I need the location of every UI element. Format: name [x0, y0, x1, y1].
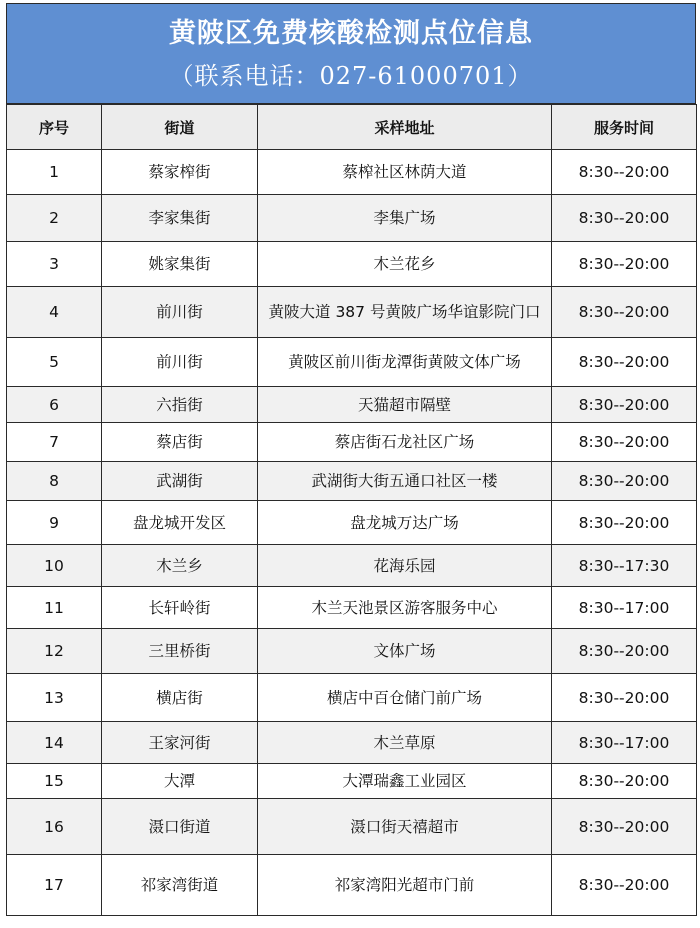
col-header-number: 序号 — [7, 105, 102, 150]
cell-street: 木兰乡 — [102, 545, 258, 587]
cell-address: 祁家湾阳光超市门前 — [258, 855, 552, 916]
cell-number: 4 — [7, 287, 102, 338]
cell-address: 黄陂大道 387 号黄陂广场华谊影院门口 — [258, 287, 552, 338]
contact-phone: （联系电话：027-61000701） — [169, 61, 533, 90]
table-row — [7, 462, 697, 501]
cell-street: 盘龙城开发区 — [102, 501, 258, 545]
table-body — [7, 150, 697, 916]
table-header-row — [7, 105, 697, 150]
cell-number: 12 — [7, 629, 102, 674]
cell-hours: 8:30--20:00 — [552, 799, 697, 855]
col-header-address: 采样地址 — [258, 105, 552, 150]
cell-hours: 8:30--20:00 — [552, 629, 697, 674]
cell-address: 蔡榨社区林荫大道 — [258, 150, 552, 195]
cell-number: 2 — [7, 195, 102, 242]
table-row — [7, 150, 697, 195]
cell-street: 三里桥街 — [102, 629, 258, 674]
cell-number: 13 — [7, 674, 102, 722]
table-row — [7, 545, 697, 587]
cell-address: 文体广场 — [258, 629, 552, 674]
cell-address: 李集广场 — [258, 195, 552, 242]
table-row — [7, 629, 697, 674]
table-row — [7, 423, 697, 462]
cell-street: 六指街 — [102, 387, 258, 423]
cell-number: 10 — [7, 545, 102, 587]
table-row — [7, 501, 697, 545]
cell-street: 长轩岭街 — [102, 587, 258, 629]
table-row — [7, 242, 697, 287]
table-row — [7, 722, 697, 764]
cell-street: 大潭 — [102, 764, 258, 799]
table-row — [7, 387, 697, 423]
cell-hours: 8:30--17:30 — [552, 545, 697, 587]
cell-hours: 8:30--20:00 — [552, 150, 697, 195]
table-row — [7, 799, 697, 855]
cell-street: 滠口街道 — [102, 799, 258, 855]
cell-number: 3 — [7, 242, 102, 287]
cell-hours: 8:30--17:00 — [552, 722, 697, 764]
cell-hours: 8:30--20:00 — [552, 855, 697, 916]
cell-address: 蔡店街石龙社区广场 — [258, 423, 552, 462]
testing-sites-table — [6, 104, 697, 916]
cell-number: 17 — [7, 855, 102, 916]
cell-street: 横店街 — [102, 674, 258, 722]
table-row — [7, 338, 697, 387]
cell-hours: 8:30--20:00 — [552, 764, 697, 799]
cell-hours: 8:30--20:00 — [552, 423, 697, 462]
cell-street: 前川街 — [102, 338, 258, 387]
table-row — [7, 195, 697, 242]
cell-address: 盘龙城万达广场 — [258, 501, 552, 545]
cell-hours: 8:30--20:00 — [552, 674, 697, 722]
cell-street: 蔡店街 — [102, 423, 258, 462]
cell-street: 前川街 — [102, 287, 258, 338]
cell-address: 木兰草原 — [258, 722, 552, 764]
table-row — [7, 764, 697, 799]
col-header-street: 街道 — [102, 105, 258, 150]
cell-number: 16 — [7, 799, 102, 855]
cell-hours: 8:30--20:00 — [552, 242, 697, 287]
cell-address: 大潭瑞鑫工业园区 — [258, 764, 552, 799]
cell-street: 姚家集街 — [102, 242, 258, 287]
cell-number: 9 — [7, 501, 102, 545]
cell-number: 15 — [7, 764, 102, 799]
page-title: 黄陂区免费核酸检测点位信息 — [169, 17, 533, 49]
cell-number: 5 — [7, 338, 102, 387]
cell-street: 李家集街 — [102, 195, 258, 242]
cell-number: 14 — [7, 722, 102, 764]
cell-street: 武湖街 — [102, 462, 258, 501]
cell-hours: 8:30--17:00 — [552, 587, 697, 629]
cell-hours: 8:30--20:00 — [552, 195, 697, 242]
cell-address: 黄陂区前川街龙潭街黄陂文体广场 — [258, 338, 552, 387]
cell-hours: 8:30--20:00 — [552, 287, 697, 338]
table-row — [7, 287, 697, 338]
cell-number: 11 — [7, 587, 102, 629]
cell-address: 天猫超市隔壁 — [258, 387, 552, 423]
table-row — [7, 587, 697, 629]
cell-hours: 8:30--20:00 — [552, 338, 697, 387]
cell-number: 1 — [7, 150, 102, 195]
cell-address: 横店中百仓储门前广场 — [258, 674, 552, 722]
cell-street: 蔡家榨街 — [102, 150, 258, 195]
table-row — [7, 674, 697, 722]
cell-address: 花海乐园 — [258, 545, 552, 587]
cell-number: 7 — [7, 423, 102, 462]
cell-number: 6 — [7, 387, 102, 423]
title-banner — [6, 3, 696, 104]
cell-street: 祁家湾街道 — [102, 855, 258, 916]
cell-number: 8 — [7, 462, 102, 501]
cell-hours: 8:30--20:00 — [552, 387, 697, 423]
cell-hours: 8:30--20:00 — [552, 462, 697, 501]
cell-address: 武湖街大街五通口社区一楼 — [258, 462, 552, 501]
table-row — [7, 855, 697, 916]
cell-address: 木兰花乡 — [258, 242, 552, 287]
col-header-hours: 服务时间 — [552, 105, 697, 150]
cell-hours: 8:30--20:00 — [552, 501, 697, 545]
cell-address: 滠口街天禧超市 — [258, 799, 552, 855]
cell-street: 王家河街 — [102, 722, 258, 764]
cell-address: 木兰天池景区游客服务中心 — [258, 587, 552, 629]
